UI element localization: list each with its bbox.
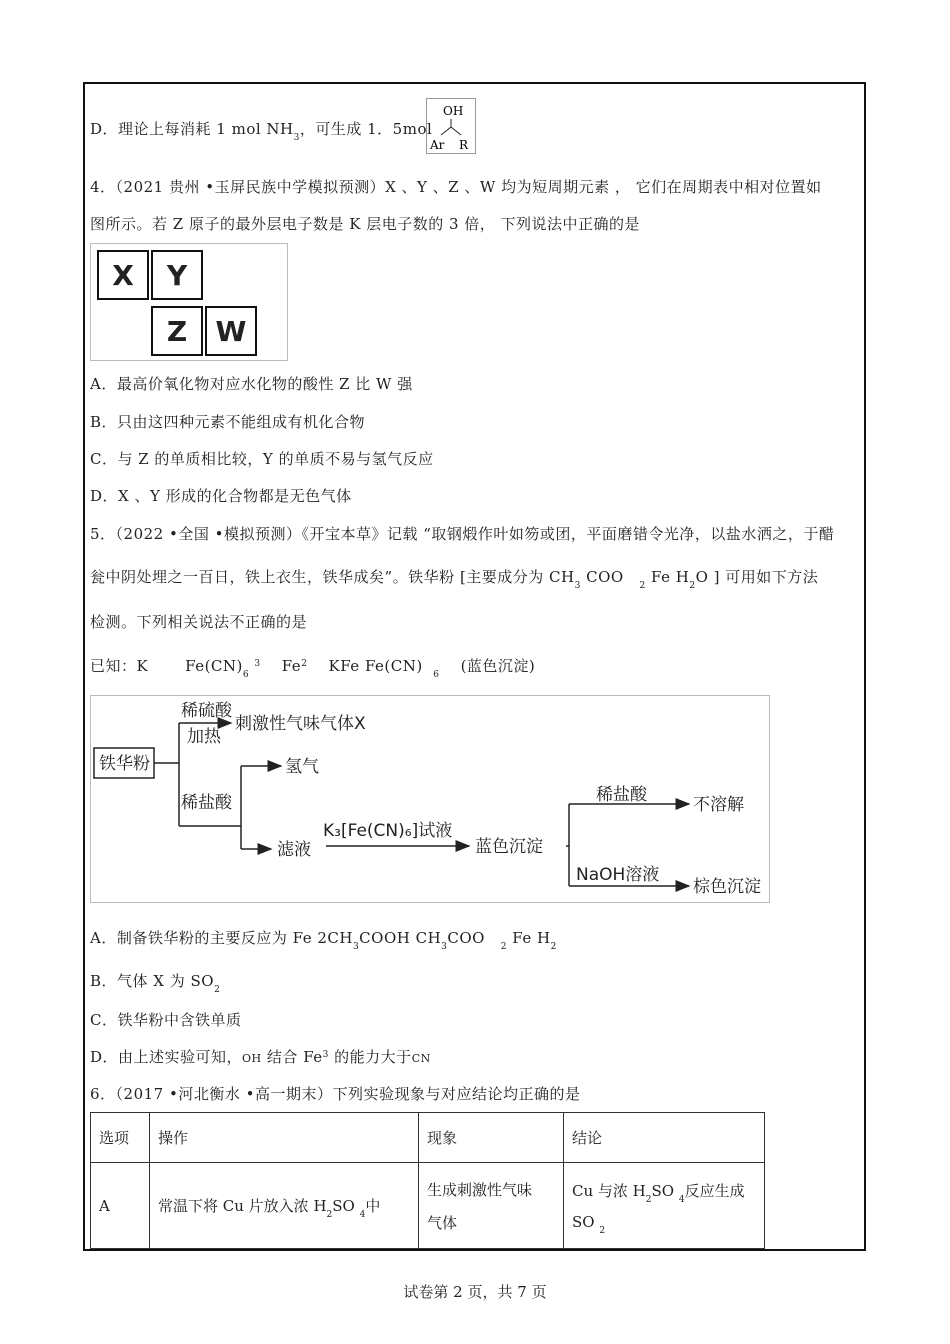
- flow-reagent: K₃[Fe(CN)₆]试液: [323, 821, 453, 841]
- cell-z: Z: [151, 306, 203, 356]
- q5-stem-line-1: 5．（2022 •全国 •模拟预测）《开宝本草》记载 “取钢煅作叶如笏或团，平面磨错令光净，以盐水洒之，于醋: [90, 525, 835, 543]
- cell-w: W: [205, 306, 257, 356]
- q5-option-c: C．铁华粉中含铁单质: [90, 1011, 242, 1029]
- cell-x: X: [97, 250, 149, 300]
- table-header-row: [91, 1113, 765, 1163]
- q5-option-a: A．制备铁华粉的主要反应为 Fe $2CH_3COOH$ $CH_3COO$ $_2$ Fe $H_2$: [90, 929, 557, 952]
- flow-naoh: NaOH溶液: [576, 865, 660, 885]
- q6-stem: 6．（2017 •河北衡水 •高一期末）下列实验现象与对应结论均正确的是: [90, 1085, 581, 1103]
- periodic-table-fragment: [90, 243, 288, 361]
- table-row: [91, 1163, 765, 1249]
- flow-brown-precipitate: 棕色沉淀: [693, 877, 761, 897]
- flow-start: 铁华粉: [99, 754, 150, 774]
- q4-stem-line-2: 图所示。若 Z 原子的最外层电子数是 K 层电子数的 3 倍， 下列说法中正确的是: [90, 215, 641, 233]
- row-a-option: A: [91, 1163, 150, 1249]
- cell-y: Y: [151, 250, 203, 300]
- row-a-conclusion: Cu 与浓 $H_2SO$ $_4$反应生成 SO $_2$: [564, 1163, 765, 1249]
- aryl-alcohol-structure: [426, 98, 476, 154]
- row-a-operation: 常温下将 Cu 片放入浓 $H_2SO$ $_4$中: [150, 1163, 419, 1249]
- header-phenomenon: 现象: [419, 1113, 564, 1163]
- svg-text:R: R: [459, 138, 469, 152]
- header-option: 选项: [91, 1113, 150, 1163]
- q4-option-b: B．只由这四种元素不能组成有机化合物: [90, 413, 366, 431]
- row-a-phenomenon: 生成刺激性气味 气体: [419, 1163, 564, 1249]
- header-operation: 操作: [150, 1113, 419, 1163]
- q5-option-d: D．由上述实验可知，OH 结合 Fe$^3$ 的能力大于CN: [90, 1048, 431, 1066]
- flow-filtrate: 滤液: [277, 840, 311, 860]
- svg-text:OH: OH: [443, 104, 464, 118]
- q5-stem-line-2: 瓮中阴处埋之一百日，铁上衣生，铁华成矣”。铁华粉 [主要成分为 $CH_3$ COO $_2$ Fe $H_2O$ ] 可用如下方法: [90, 568, 819, 591]
- q3-option-d: D．理论上每消耗 1 mol $NH_3$，可生成 1．5mol: [90, 120, 433, 143]
- flow-hydrogen: 氢气: [285, 757, 319, 777]
- q5-known: 已知：K $Fe(CN)_6$ $^3$ Fe$^2$ KFe Fe(CN) $_6$ (蓝色沉淀): [90, 657, 536, 680]
- flow-blue-precipitate: 蓝色沉淀: [475, 837, 543, 857]
- detection-flowchart: [90, 695, 770, 903]
- q4-option-d: D．X 、Y 形成的化合物都是无色气体: [90, 487, 352, 505]
- flow-dilute-hcl: 稀盐酸: [181, 793, 232, 813]
- flow-insoluble: 不溶解: [693, 795, 744, 815]
- q4-option-a: A．最高价氧化物对应水化物的酸性 Z 比 W 强: [90, 375, 413, 393]
- flow-dilute-hcl-2: 稀盐酸: [596, 785, 647, 805]
- q4-stem-line-1: 4．（2021 贵州 •玉屏民族中学模拟预测）X 、Y 、Z 、W 均为短周期元素 ， 它们在周期表中相对位置如: [90, 178, 822, 196]
- q4-option-c: C．与 Z 的单质相比较，Y 的单质不易与氢气反应: [90, 450, 434, 468]
- experiment-table: [90, 1112, 765, 1249]
- page-footer: 试卷第 2 页，共 7 页: [403, 1283, 547, 1301]
- flow-heat: 加热: [187, 727, 221, 747]
- flow-gas-x: 刺激性气味气体X: [235, 714, 366, 734]
- q5-option-b: B．气体 X 为 $SO_2$: [90, 972, 221, 995]
- q5-stem-line-3: 检测。下列相关说法不正确的是: [90, 613, 308, 631]
- flow-dilute-h2so4: 稀硫酸: [181, 701, 232, 721]
- header-conclusion: 结论: [564, 1113, 765, 1163]
- svg-text:Ar: Ar: [430, 138, 445, 152]
